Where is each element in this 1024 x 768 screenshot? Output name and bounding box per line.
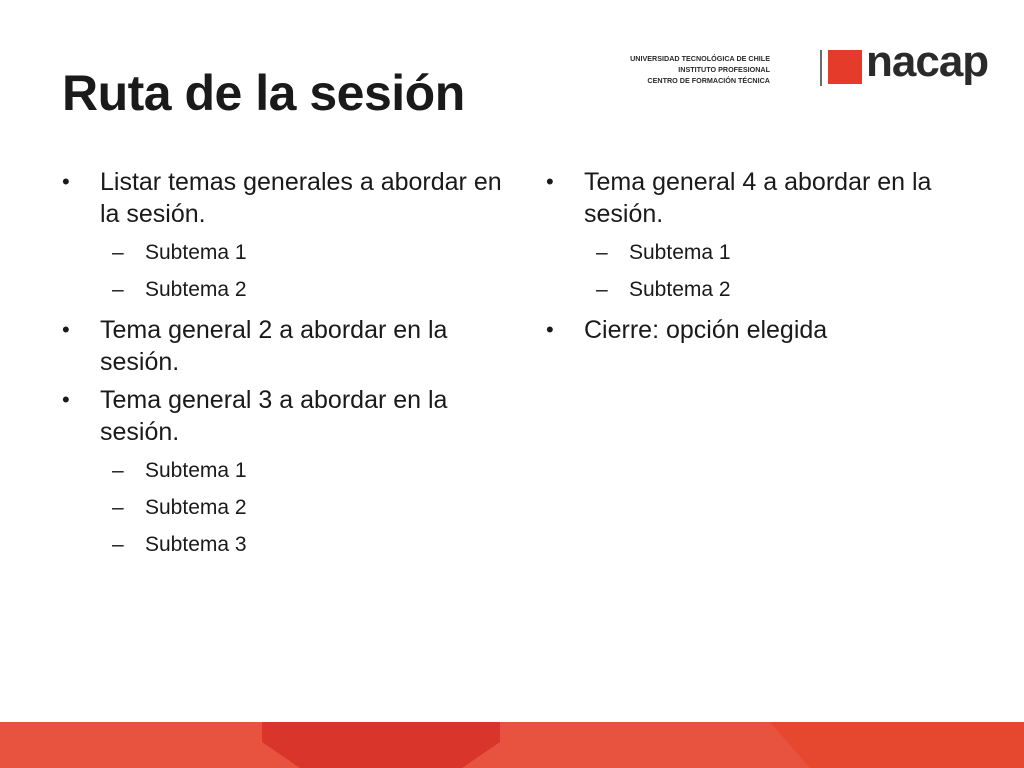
logo-line: INSTITUTO PROFESIONAL [678,65,770,74]
dash-icon: – [596,278,608,301]
bullet-icon: • [546,317,554,342]
bullet-icon: • [62,387,70,412]
sublist-item [62,526,502,563]
list-item [62,314,502,378]
inacap-logo [630,37,990,98]
list-item [546,314,986,346]
right-column [546,166,986,352]
left-column [62,166,502,569]
sublist-item-text: Subtema 2 [629,278,731,301]
list-item [546,166,986,308]
sublist [100,234,502,308]
dash-icon: – [596,241,608,264]
sublist-item [62,234,502,271]
dash-icon: – [112,278,124,301]
sublist-item-text: Subtema 1 [145,241,247,264]
dash-icon: – [112,496,124,519]
list-item-text: Tema general 2 a abordar en la sesión. [100,316,448,376]
list-item-text: Tema general 4 a abordar en la sesión. [584,168,932,228]
sublist-item-text: Subtema 3 [145,533,247,556]
sublist-item-text: Subtema 1 [629,241,731,264]
sublist-item-text: Subtema 2 [145,278,247,301]
logo-line: UNIVERSIDAD TECNOLÓGICA DE CHILE [630,54,770,63]
logo-institution-text [630,53,770,86]
sublist-item [546,234,986,271]
footer-band-dark-right [770,722,1024,768]
bullet-icon: • [62,169,70,194]
list-item-text: Listar temas generales a abordar en la sesión. [100,168,502,228]
sublist [100,452,502,563]
bullet-icon: • [62,317,70,342]
dash-icon: – [112,459,124,482]
footer-band-dark [262,722,500,768]
sublist [584,234,986,308]
list-item [62,166,502,308]
dash-icon: – [112,241,124,264]
sublist-item-text: Subtema 2 [145,496,247,519]
logo-brand [828,37,990,96]
logo-line: CENTRO DE FORMACIÓN TÉCNICA [647,76,770,85]
footer-band [0,722,1024,768]
bullet-icon: • [546,169,554,194]
logo-square-icon [828,50,862,84]
sublist-item [62,489,502,526]
sublist-item [62,452,502,489]
list-item [62,384,502,563]
slide-title: Ruta de la sesión [62,65,465,121]
logo-wordmark: nacap [866,37,989,86]
list-item-text: Tema general 3 a abordar en la sesión. [100,386,448,446]
dash-icon: – [112,533,124,556]
logo-divider [820,50,822,86]
list-item-text: Cierre: opción elegida [584,316,828,344]
sublist-item-text: Subtema 1 [145,459,247,482]
sublist-item [62,271,502,308]
sublist-item [546,271,986,308]
